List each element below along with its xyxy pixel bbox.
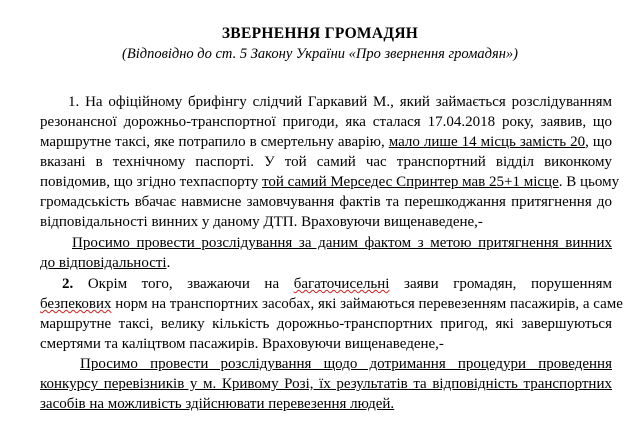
p1-line-4: вказані в технічному паспорті. У той самий час транспортний відділ виконкому	[40, 154, 612, 170]
request-1-line-2-text: до відповідальності	[40, 255, 167, 271]
document-subtitle: (Відповідно до ст. 5 Закону України «Про звернення громадян»)	[122, 46, 518, 62]
p2-line-1	[62, 275, 612, 293]
document-title: ЗВЕРНЕННЯ ГРОМАДЯН	[221, 25, 419, 42]
request-2-line-2: конкурсу перевізників у м. Кривому Розі, їх результатів та відповідність транспортних	[40, 376, 612, 392]
p2-line-2	[40, 295, 623, 313]
seats-claim-underlined: мало лише 14 місць замість 20	[388, 134, 586, 150]
p2-line-4: смертями та каліцтвом пасажирів. Враховуючи вищенаведене,-	[40, 336, 444, 352]
spellcheck-word-2: безпекових	[40, 296, 112, 312]
p1-line-1: 1. На офіційному брифінгу слідчий Гаркавий М., який займається розслідуванням	[68, 94, 612, 110]
p1-line-7: відповідальності винних у даному ДТП. Враховуючи вищенаведене,-	[40, 214, 483, 230]
request-1-end: .	[166, 255, 171, 271]
vehicle-claim-underlined: той самий Мерседес Спринтер мав 25+1 місце	[261, 174, 559, 190]
p1-line-6: громадськість вбачає навмисне замовчування фактів та перешкоджання притягнення до	[40, 194, 612, 210]
request-2-line-1: Просимо провести розслідування щодо дотримання процедури проведення	[80, 356, 612, 372]
p2-line-3: маршрутне таксі, велику кількість дорожньо-транспортних пригод, які завершуються	[40, 316, 612, 332]
spellcheck-word-1: багаточисельні	[293, 276, 390, 292]
p1-line-3-text: маршрутне таксі, яке потрапило в смертельну аварію,	[40, 134, 389, 150]
p2-line-2-text: норм на транспортних засобах, які займаються перевезенням пасажирів, а саме	[111, 296, 623, 312]
p2-line-1-text: Окрім того, зважаючи на	[73, 276, 294, 292]
p1-line-5-end: . В цьому	[558, 174, 620, 190]
p1-line-5	[40, 173, 620, 191]
p2-number: 2.	[62, 276, 74, 292]
p1-line-3-end: , що	[585, 134, 612, 150]
p2-line-1-end: заяви громадян, порушенням	[389, 276, 612, 292]
p1-line-2: резонансної дорожньо-транспортної пригоди, яка сталася 17.04.2018 року, заявив, що	[40, 114, 612, 130]
request-2-line-3: засобів на можливість здійснювати перевезення людей.	[40, 396, 395, 412]
request-1-line-1: Просимо провести розслідування за даним фактом з метою притягнення винних	[72, 235, 612, 251]
request-1-line-2	[40, 254, 612, 272]
p1-line-3	[40, 133, 612, 151]
p1-line-5-text: повідомив, що згідно техпаспорту	[40, 174, 262, 190]
